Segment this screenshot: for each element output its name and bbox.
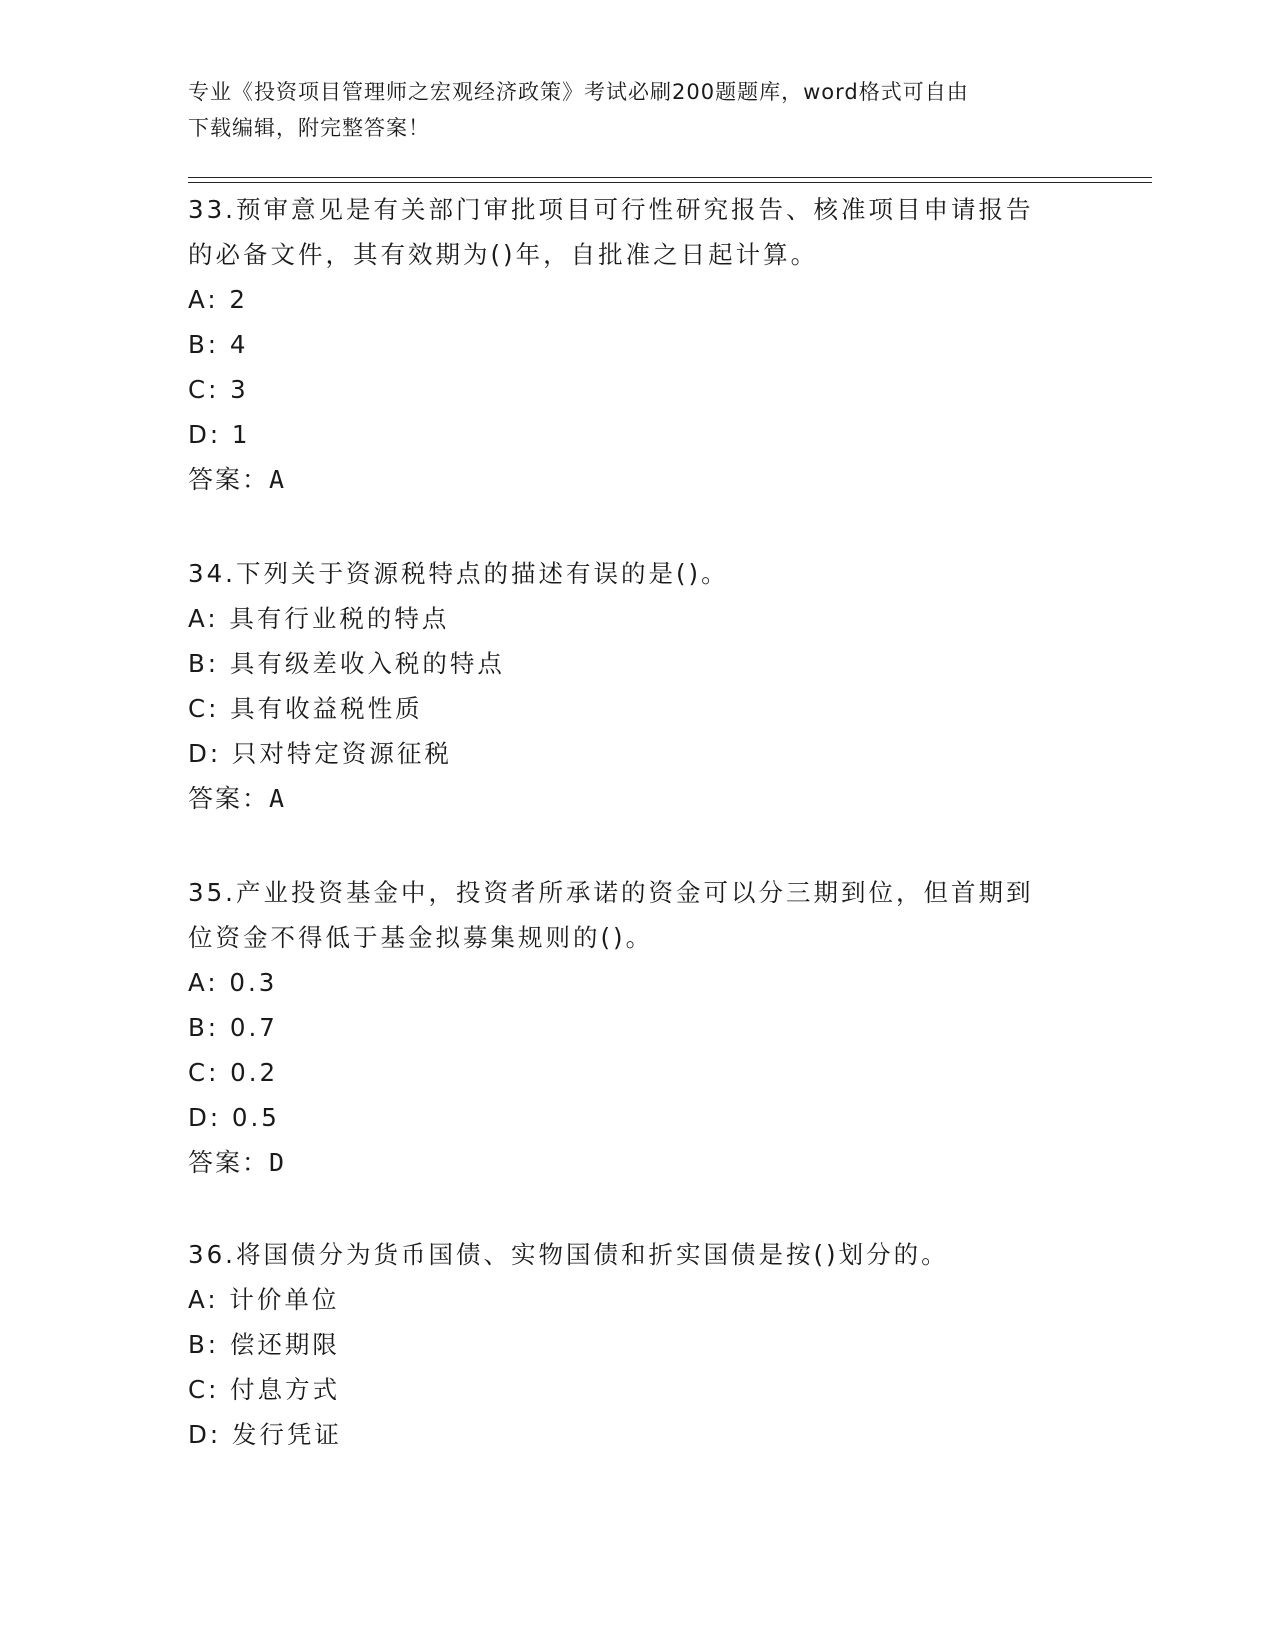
question-stem-line: 36.将国债分为货币国债、实物国债和折实国债是按()划分的。 — [188, 1240, 949, 1269]
option-d: D: 只对特定资源征税 — [188, 739, 452, 768]
question-stem-line: 35.产业投资基金中，投资者所承诺的资金可以分三期到位，但首期到 — [188, 878, 1034, 907]
question-stem-line: 的必备文件，其有效期为()年，自批准之日起计算。 — [188, 240, 819, 269]
question-stem-line: 33.预审意见是有关部门审批项目可行性研究报告、核准项目申请报告 — [188, 195, 1034, 224]
question-36 — [188, 1232, 1088, 1457]
header-divider-bottom — [188, 182, 1152, 183]
header-line-1: 专业《投资项目管理师之宏观经济政策》考试必刷200题题库，word格式可自由 — [188, 80, 969, 104]
header-line-2: 下载编辑，附完整答案！ — [188, 116, 430, 140]
option-c: C: 0.2 — [188, 1058, 279, 1087]
option-b: B: 0.7 — [188, 1013, 278, 1042]
question-35 — [188, 870, 1088, 1185]
option-d: D: 1 — [188, 420, 251, 449]
option-a: A: 2 — [188, 285, 248, 314]
question-33 — [188, 187, 1088, 502]
option-d: D: 发行凭证 — [188, 1420, 342, 1449]
answer-label: 答案：D — [188, 1148, 287, 1177]
question-stem-line: 34.下列关于资源税特点的描述有误的是()。 — [188, 559, 729, 588]
option-b: B: 偿还期限 — [188, 1330, 340, 1359]
question-stem-line: 位资金不得低于基金拟募集规则的()。 — [188, 923, 654, 952]
option-c: C: 3 — [188, 375, 249, 404]
header-divider-top — [188, 177, 1152, 178]
option-b: B: 4 — [188, 330, 249, 359]
option-c: C: 付息方式 — [188, 1375, 341, 1404]
document-header — [188, 74, 1088, 146]
option-c: C: 具有收益税性质 — [188, 694, 423, 723]
answer-label: 答案：A — [188, 784, 287, 813]
option-a: A: 计价单位 — [188, 1285, 340, 1314]
question-34 — [188, 551, 1088, 821]
answer-label: 答案：A — [188, 465, 287, 494]
option-a: A: 具有行业税的特点 — [188, 604, 450, 633]
option-d: D: 0.5 — [188, 1103, 280, 1132]
option-a: A: 0.3 — [188, 968, 278, 997]
option-b: B: 具有级差收入税的特点 — [188, 649, 505, 678]
